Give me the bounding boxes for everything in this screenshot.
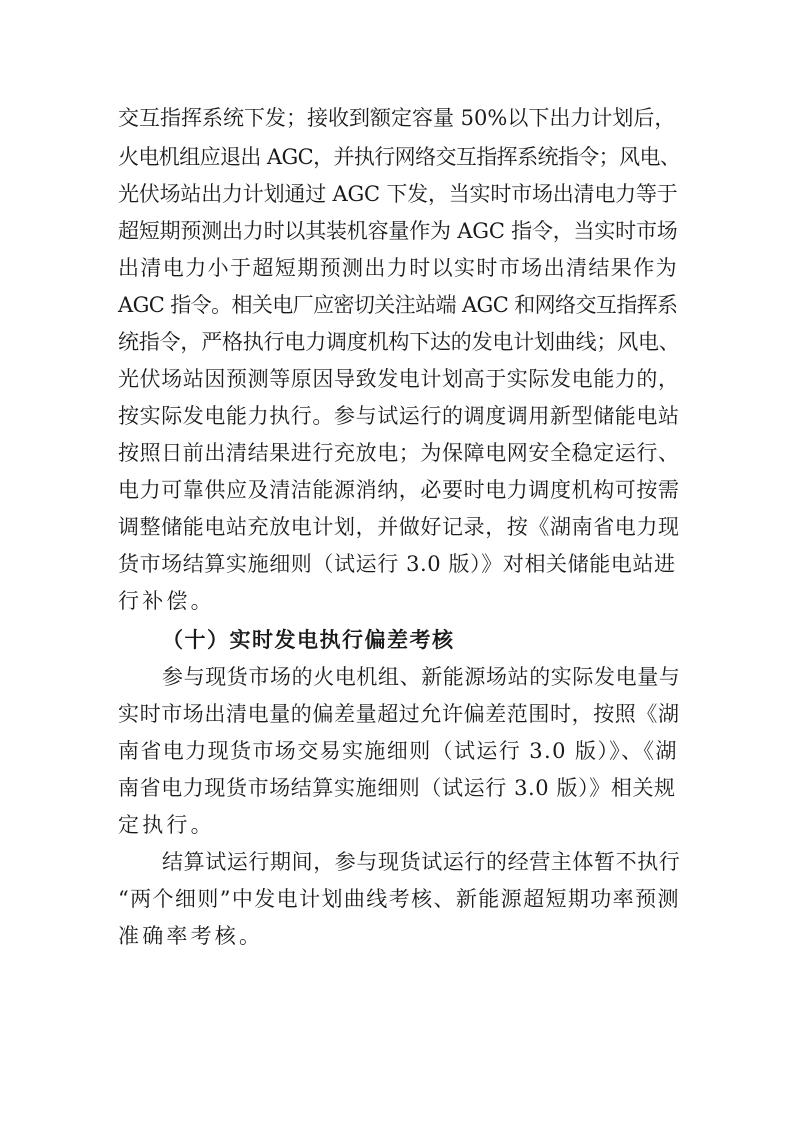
text-line: 火电机组应退出 AGC，并执行网络交互指挥系统指令；风电、	[118, 145, 681, 169]
text-line: 光伏场站因预测等原因导致发电计划高于实际发电能力的，	[118, 367, 680, 391]
text-line: 行补偿。	[118, 589, 215, 613]
text-line: 超短期预测出力时以其装机容量作为 AGC 指令，当实时市场	[118, 219, 678, 243]
text-line: 按实际发电能力执行。参与试运行的调度调用新型储能电站	[118, 404, 680, 428]
text-line: AGC 指令。相关电厂应密切关注站端 AGC 和网络交互指挥系	[118, 293, 678, 317]
text-line: 光伏场站出力计划通过 AGC 下发，当实时市场出清电力等于	[118, 182, 678, 206]
text-line: 统指令，严格执行电力调度机构下达的发电计划曲线；风电、	[118, 330, 680, 354]
text-line: 出清电力小于超短期预测出力时以实时市场出清结果作为	[118, 256, 678, 280]
text-line: 南省电力现货市场交易实施细则（试运行 3.0 版）》、《湖	[118, 739, 678, 763]
text-line: 结算试运行期间，参与现货试运行的经营主体暂不执行	[162, 850, 681, 874]
text-line: 准确率考核。	[118, 924, 264, 948]
text-line: 按照日前出清结果进行充放电；为保障电网安全稳定运行、	[118, 441, 680, 465]
text-line: 参与现货市场的火电机组、新能源场站的实际发电量与	[162, 665, 681, 689]
text-line: 交互指挥系统下发；接收到额定容量 50%以下出力计划后，	[118, 106, 676, 130]
section-heading: （十）实时发电执行偏差考核	[162, 628, 455, 652]
text-line: 调整储能电站充放电计划，并做好记录，按《湖南省电力现	[118, 515, 680, 539]
text-line: 实时市场出清电量的偏差量超过允许偏差范围时，按照《湖	[118, 702, 680, 726]
text-line: 定执行。	[118, 813, 215, 837]
text-line: “两个细则”中发电计划曲线考核、新能源超短期功率预测	[118, 887, 680, 911]
text-line: 货市场结算实施细则（试运行 3.0 版）》对相关储能电站进	[118, 552, 676, 576]
text-line: 南省电力现货市场结算实施细则（试运行 3.0 版）》相关规	[118, 776, 676, 800]
text-line: 电力可靠供应及清洁能源消纳，必要时电力调度机构可按需	[118, 478, 680, 502]
